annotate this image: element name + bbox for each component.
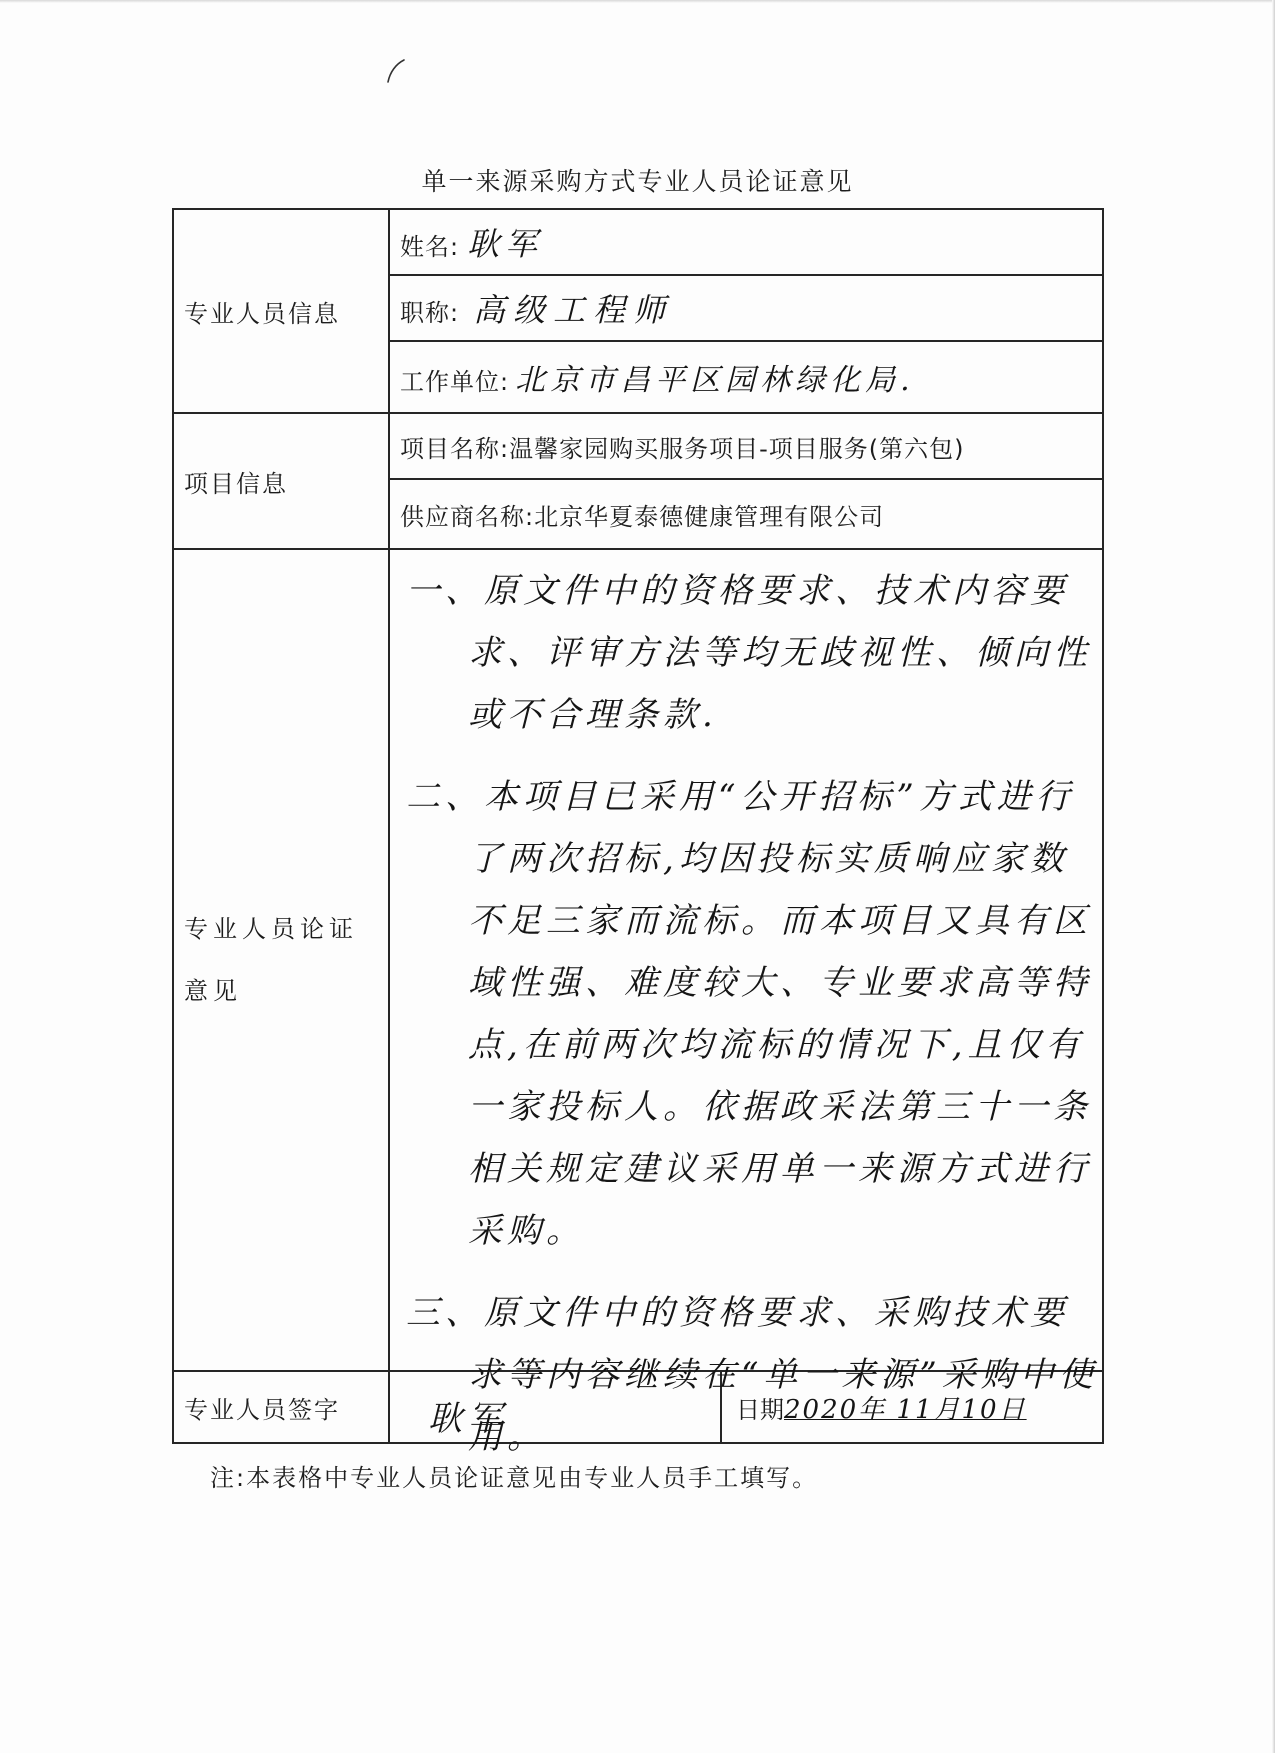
job-title-handwritten-value: 高级工程师 xyxy=(473,291,674,329)
form-title: 单一来源采购方式专业人员论证意见 xyxy=(421,167,854,196)
employer-label: 工作单位: xyxy=(400,368,510,396)
employer-handwritten-value: 北京市昌平区园林绿化局. xyxy=(515,363,915,398)
opinion-paragraph-3: 三、原文件中的资格要求、采购技术要求等内容继续在“单一来源”采购中使用。 xyxy=(406,1293,1098,1457)
stray-pen-mark xyxy=(378,58,408,84)
name-label: 姓名: xyxy=(400,233,460,261)
supplier-field xyxy=(389,479,1103,549)
supplier-label: 供应商名称: xyxy=(400,502,535,531)
signature-label: 专业人员签字 xyxy=(173,1371,389,1443)
opinion-paragraph-1: 一、原文件中的资格要求、技术内容要求、评审方法等均无歧视性、倾向性或不合理条款. xyxy=(406,571,1092,735)
job-title-label: 职称: xyxy=(400,299,460,327)
job-title-field xyxy=(389,275,1103,341)
name-handwritten-value: 耿军 xyxy=(467,225,544,263)
project-name-field xyxy=(389,413,1103,479)
opinion-paragraph-2: 二、本项目已采用“公开招标”方式进行了两次招标,均因投标实质响应家数不足三家而流标。而本项目又具有区域性强、难度较大、专业要求高等特点,在前两次均流标的情况下,且仅有一家投标人。依据政采法第三十一条相关规定建议采用单一来源方式进行采购。 xyxy=(406,777,1092,1251)
footnote: 注:本表格中专业人员论证意见由专业人员手工填写。 xyxy=(210,1464,819,1492)
project-info-label: 项目信息 xyxy=(173,413,389,549)
personnel-info-label: 专业人员信息 xyxy=(173,209,389,413)
name-field xyxy=(389,209,1103,275)
opinion-label xyxy=(173,549,389,1371)
handwritten-signature: 耿军 xyxy=(428,1398,508,1439)
project-name-label: 项目名称: xyxy=(400,434,510,463)
opinion-label-text: 专业人员论证意见 xyxy=(184,915,358,1005)
handwritten-opinion xyxy=(406,560,1106,1488)
argumentation-form-table xyxy=(172,208,1104,1457)
supplier-value: 北京华夏泰德健康管理有限公司 xyxy=(534,502,885,531)
date-handwritten-value: 2020年 11月10日 xyxy=(784,1394,1027,1425)
employer-field xyxy=(389,341,1103,413)
date-label: 日期 xyxy=(736,1395,784,1424)
signature-cell xyxy=(389,1371,721,1443)
project-name-value: 温馨家园购买服务项目-项目服务(第六包) xyxy=(509,434,965,463)
scan-edge-top xyxy=(0,0,1275,3)
